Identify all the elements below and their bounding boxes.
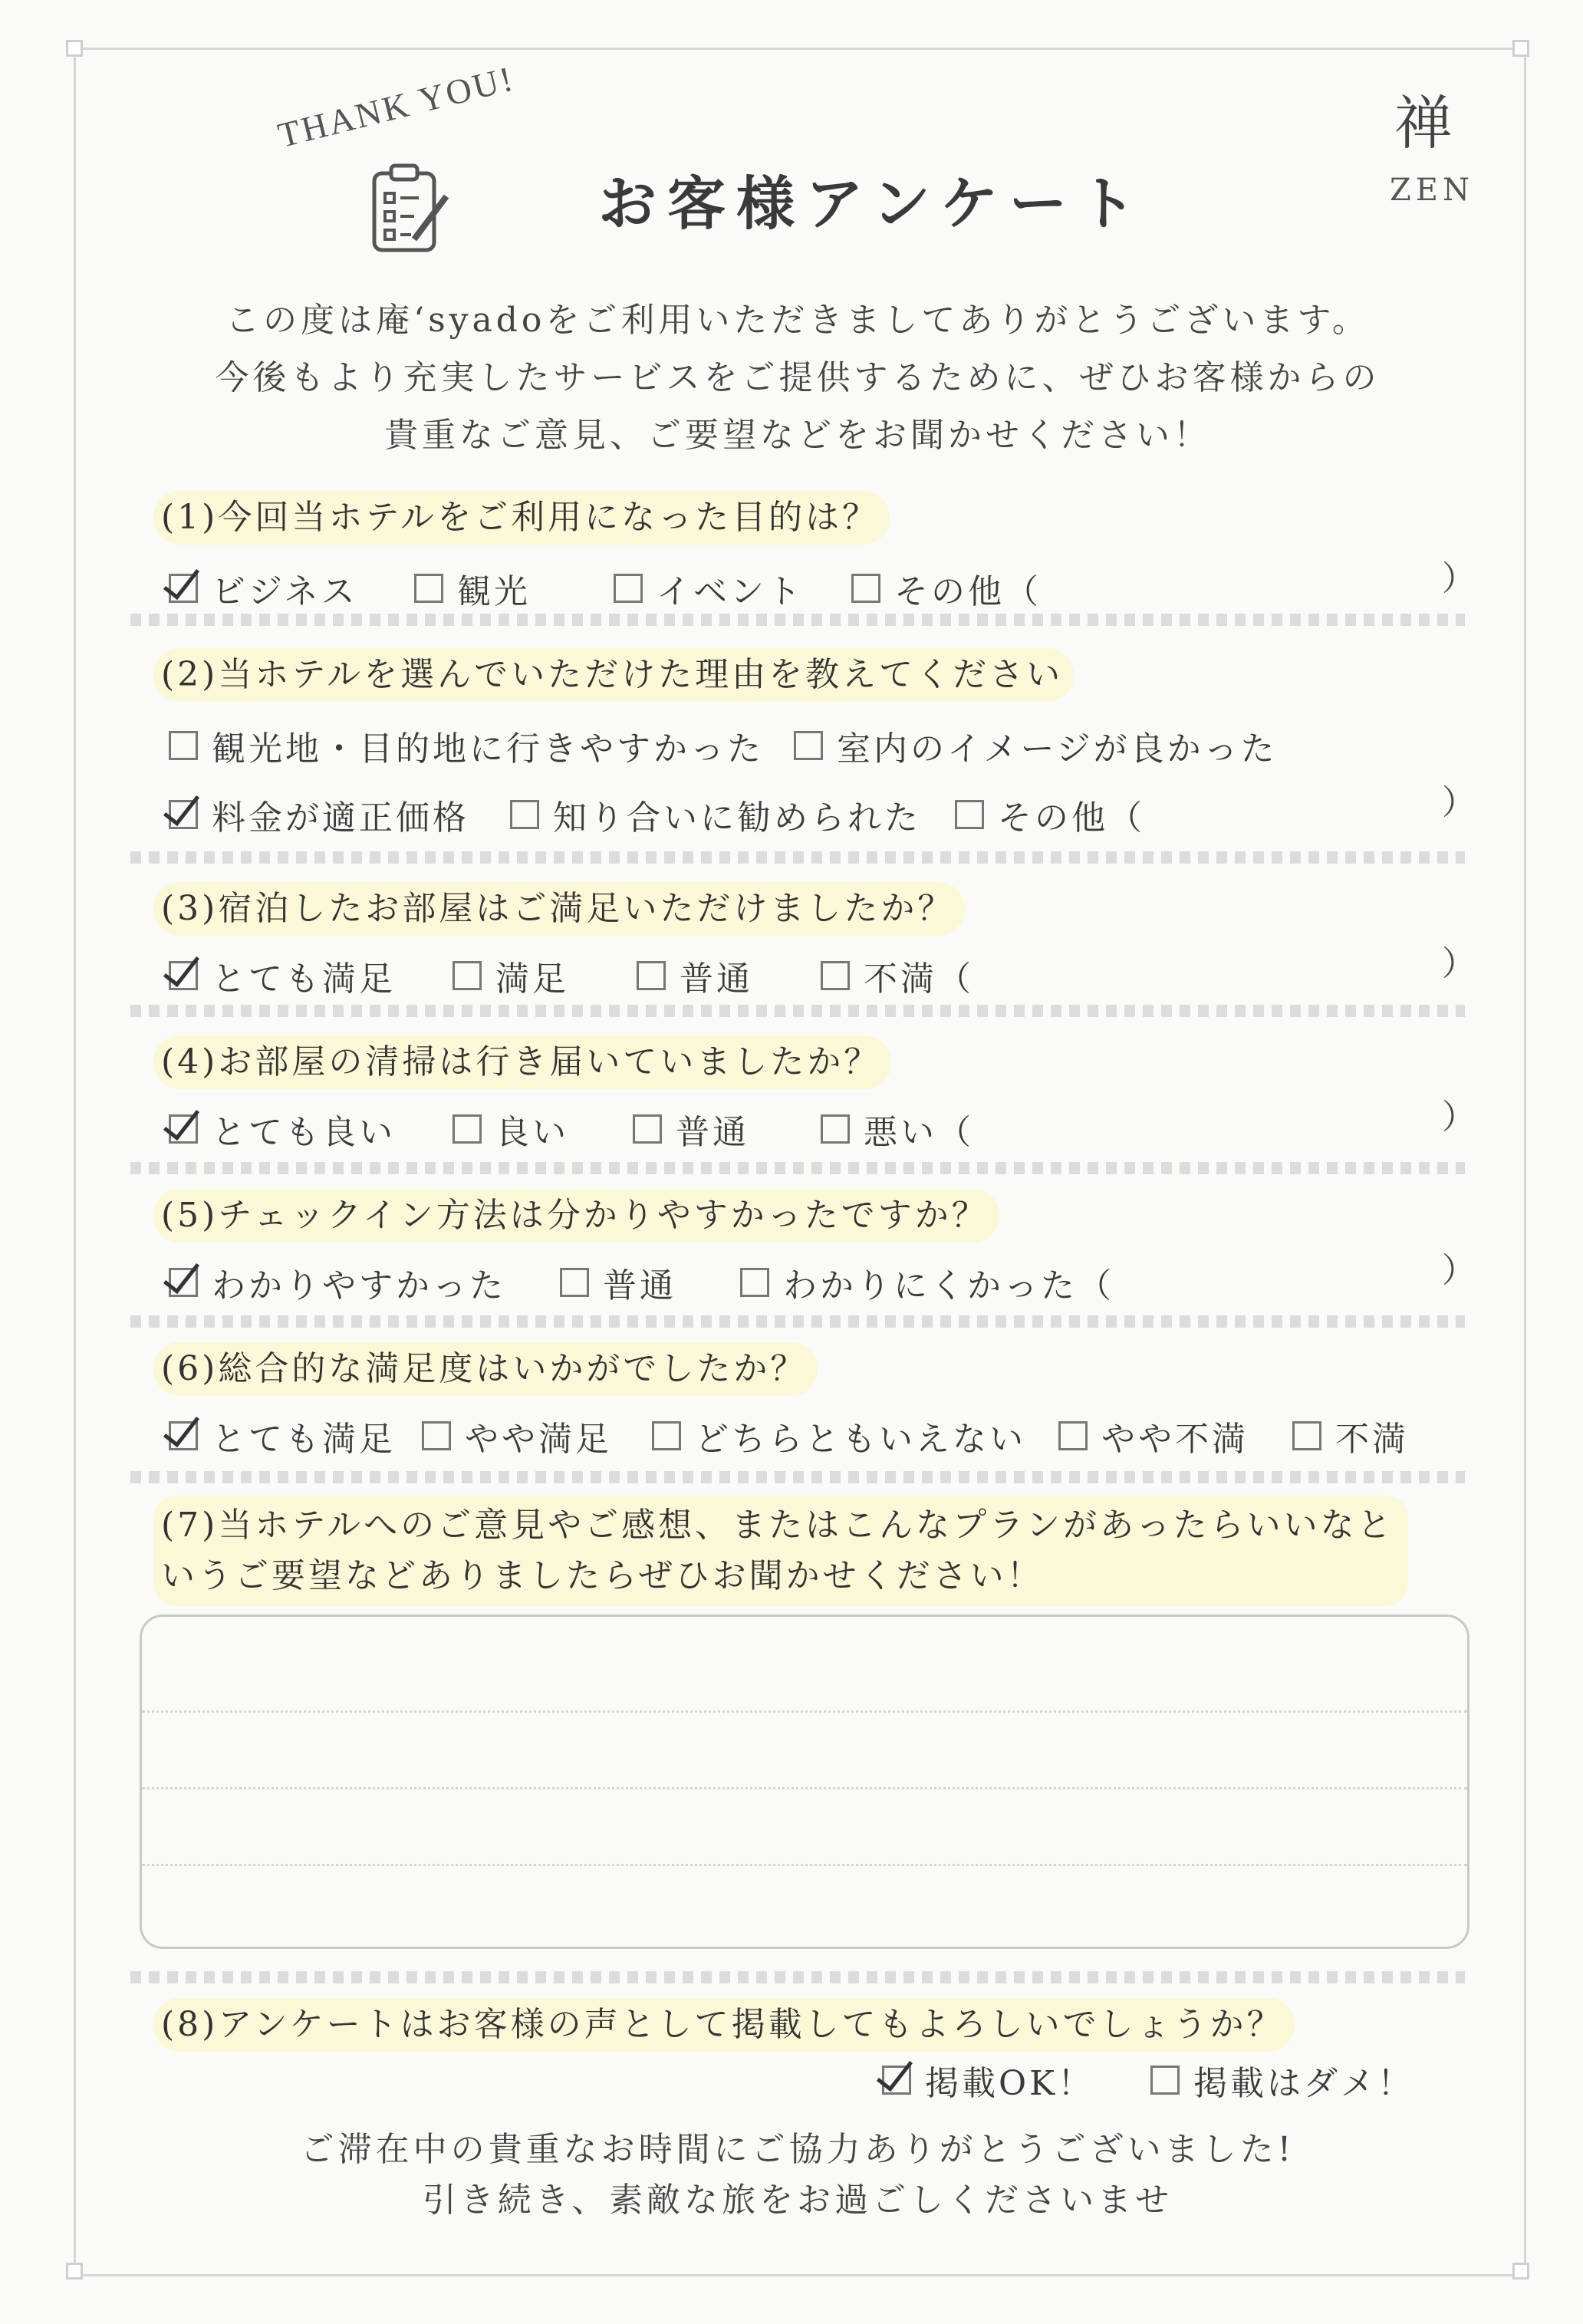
checkbox[interactable] — [821, 961, 850, 990]
question-2-label: (2)当ホテルを選んでいただけた理由を教えてください — [153, 648, 1074, 702]
checkbox[interactable] — [851, 574, 880, 603]
writing-line — [142, 1864, 1467, 1866]
intro-line: この度は庵‘syadoをご利用いただきましてありがとうございます。 — [225, 301, 1370, 340]
option-somewhat-satisfied[interactable]: やや満足 — [422, 1411, 612, 1460]
section-divider — [130, 614, 1465, 626]
intro-line: 貴重なご意見、ご要望などをお聞かせください！ — [384, 416, 1211, 455]
option-room-image[interactable]: 室内のイメージが良かった — [794, 721, 1278, 770]
section-divider — [130, 851, 1465, 864]
checkbox[interactable] — [740, 1268, 769, 1297]
frame-corner — [1512, 40, 1529, 57]
checkbox[interactable] — [637, 961, 666, 990]
option-publish-ok[interactable]: 掲載OK！ — [882, 2056, 1094, 2105]
footer-text — [153, 2125, 1442, 2226]
footer-line: 引き続き、素敵な旅をお過ごしくださいませ — [422, 2181, 1173, 2220]
writing-line — [142, 1710, 1467, 1713]
option-normal[interactable]: 普通 — [633, 1104, 749, 1154]
checkbox[interactable] — [633, 1114, 662, 1144]
option-very-satisfied[interactable]: とても満足 — [169, 1411, 396, 1460]
checkbox[interactable] — [1292, 1421, 1321, 1450]
question-8-label: (8)アンケートはお客様の声として掲載してもよろしいでしょうか？ — [153, 1998, 1295, 2052]
option-very-good[interactable]: とても良い — [169, 1104, 396, 1154]
checkbox[interactable] — [955, 800, 984, 829]
question-1-label: (1)今回当ホテルをご利用になった目的は？ — [153, 491, 890, 545]
checkbox[interactable] — [169, 731, 198, 760]
thank-you-label: THANK YOU! — [274, 58, 519, 156]
option-normal[interactable]: 普通 — [560, 1258, 676, 1307]
option-easy-access[interactable]: 観光地・目的地に行きやすかった — [169, 721, 764, 770]
option-neutral[interactable]: どちらともいえない — [652, 1411, 1026, 1460]
question-3-label: (3)宿泊したお部屋はご満足いただけましたか？ — [153, 882, 965, 936]
close-paren: ） — [1442, 1251, 1476, 1290]
option-event[interactable]: イベント — [614, 564, 804, 613]
option-dissatisfied[interactable]: 不満 — [1292, 1411, 1409, 1460]
option-sightseeing[interactable]: 観光 — [414, 564, 531, 613]
intro-line: 今後もより充実したサービスをご提供するために、ぜひお客様からの — [215, 358, 1381, 397]
option-easy-checkin[interactable]: わかりやすかった — [169, 1258, 506, 1307]
option-business[interactable]: ビジネス — [169, 564, 358, 613]
checkbox[interactable] — [652, 1421, 681, 1450]
close-paren: ） — [1442, 559, 1476, 598]
option-bad[interactable]: 悪い（ — [821, 1104, 974, 1154]
comment-textarea[interactable] — [140, 1615, 1469, 1949]
checkbox[interactable] — [1150, 2066, 1180, 2095]
section-divider — [130, 1315, 1465, 1328]
close-paren: ） — [1442, 944, 1476, 983]
option-somewhat-dissatisfied[interactable]: やや不満 — [1058, 1411, 1249, 1460]
question-5-label: (5)チェックイン方法は分かりやすかったですか？ — [153, 1189, 999, 1243]
page-title: お客様アンケート — [598, 170, 1147, 238]
checkbox-checked[interactable] — [169, 961, 198, 990]
option-other[interactable]: その他（ — [851, 564, 1042, 613]
clipboard-icon — [368, 163, 453, 255]
intro-text — [153, 291, 1442, 464]
section-divider — [130, 1471, 1465, 1483]
close-paren: ） — [1442, 1098, 1476, 1137]
checkbox[interactable] — [453, 1114, 482, 1144]
footer-line: ご滞在中の貴重なお時間にご協力ありがとうございました! — [300, 2130, 1295, 2169]
checkbox[interactable] — [560, 1268, 589, 1297]
option-hard-checkin[interactable]: わかりにくかった（ — [740, 1258, 1114, 1307]
checkbox-checked[interactable] — [169, 1421, 198, 1450]
option-publish-no[interactable]: 掲載はダメ！ — [1150, 2056, 1414, 2105]
question-7-label: (7)当ホテルへのご意見やご感想、またはこんなプランがあったらいいなと いうご要望などありましたらぜひお聞かせください！ — [153, 1496, 1408, 1606]
question-6-label: (6)総合的な満足度はいかがでしたか？ — [153, 1342, 818, 1396]
option-very-satisfied[interactable]: とても満足 — [169, 951, 396, 1000]
checkbox-checked[interactable] — [882, 2066, 911, 2095]
checkbox[interactable] — [1058, 1421, 1088, 1450]
brand-kanji: 禅 — [1394, 89, 1453, 157]
checkbox[interactable] — [510, 800, 539, 829]
section-divider — [130, 1162, 1465, 1174]
checkbox[interactable] — [614, 574, 643, 603]
option-dissatisfied[interactable]: 不満（ — [821, 951, 974, 1000]
option-other[interactable]: その他（ — [955, 790, 1145, 839]
checkbox-checked[interactable] — [169, 800, 198, 829]
option-good[interactable]: 良い — [453, 1104, 569, 1154]
checkbox-checked[interactable] — [169, 574, 198, 603]
section-divider — [130, 1005, 1465, 1017]
writing-line — [142, 1787, 1467, 1789]
frame-corner — [1512, 2263, 1529, 2280]
option-normal[interactable]: 普通 — [637, 951, 753, 1000]
checkbox[interactable] — [821, 1114, 850, 1144]
option-fair-price[interactable]: 料金が適正価格 — [169, 790, 469, 839]
option-recommended[interactable]: 知り合いに勧められた — [510, 790, 921, 839]
brand-roman: ZEN — [1390, 173, 1474, 208]
frame-corner — [66, 2263, 83, 2280]
frame-corner — [66, 40, 83, 57]
checkbox[interactable] — [794, 731, 823, 760]
checkbox[interactable] — [453, 961, 482, 990]
section-divider — [130, 1971, 1465, 1983]
checkbox-checked[interactable] — [169, 1268, 198, 1297]
checkbox[interactable] — [414, 574, 443, 603]
question-4-label: (4)お部屋の清掃は行き届いていましたか？ — [153, 1035, 891, 1089]
checkbox[interactable] — [422, 1421, 451, 1450]
option-satisfied[interactable]: 満足 — [453, 951, 569, 1000]
close-paren: ） — [1442, 783, 1476, 822]
checkbox-checked[interactable] — [169, 1114, 198, 1144]
